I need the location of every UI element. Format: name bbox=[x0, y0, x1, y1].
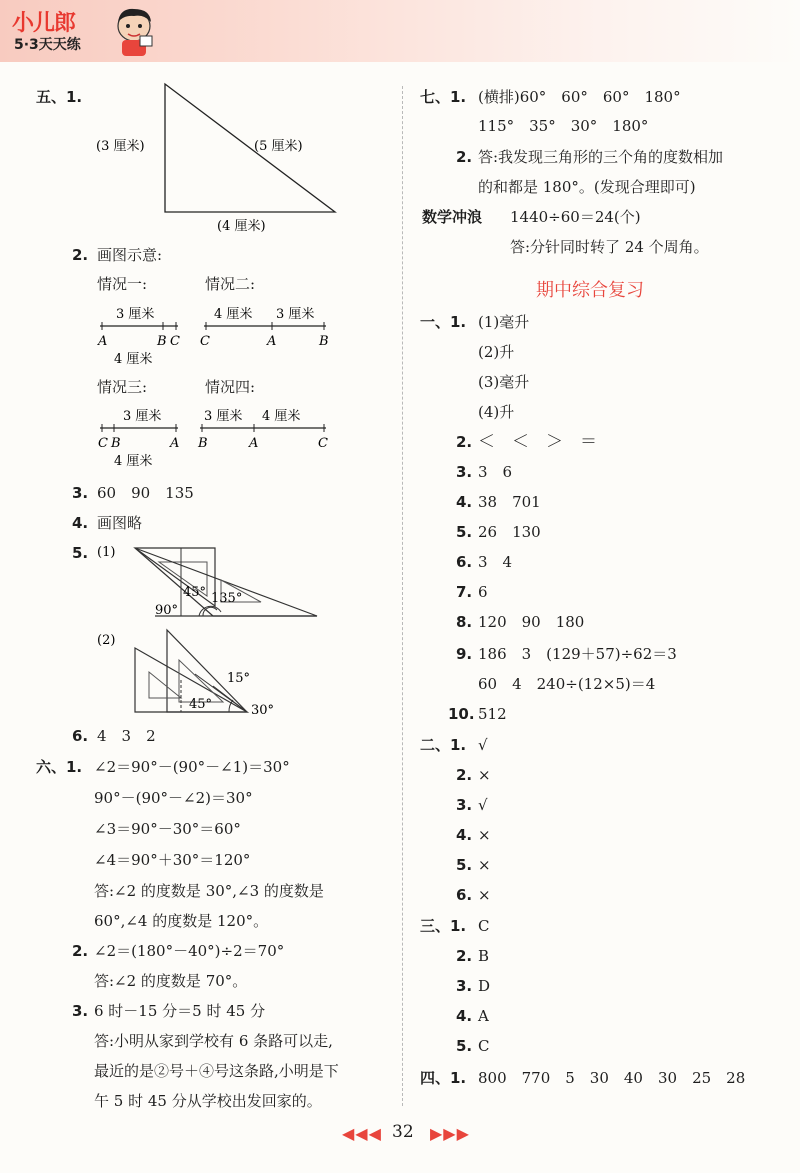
s1-1c: (3)毫升 bbox=[478, 373, 530, 391]
q6-3-line3: 最近的是②号＋④号这条路,小明是下 bbox=[94, 1062, 339, 1080]
s3-label: 三、1. bbox=[420, 917, 467, 935]
c4-B: B bbox=[198, 436, 208, 451]
s3-1-answer: C bbox=[478, 917, 490, 935]
surf-label: 数学冲浪 bbox=[422, 208, 483, 226]
logo-subtitle: 5·3天天练 bbox=[14, 37, 81, 53]
q6-3-line1: 6 时－15 分＝5 时 45 分 bbox=[94, 1002, 266, 1020]
set-square-figure-2 bbox=[95, 628, 315, 724]
q5-2-text: 画图示意: bbox=[97, 246, 163, 264]
q6-line6: 60°,∠4 的度数是 120°。 bbox=[94, 912, 269, 930]
q5-4-answer: 画图略 bbox=[97, 514, 143, 532]
s2-4-number: 4. bbox=[456, 826, 473, 844]
fig1-45: 45° bbox=[183, 585, 207, 600]
surf-line1: 1440÷60＝24(个) bbox=[510, 208, 641, 226]
tri-hyp-label: (5 厘米) bbox=[254, 139, 303, 154]
q6-2-line2: 答:∠2 的度数是 70°。 bbox=[94, 972, 248, 990]
case1-2-figure bbox=[90, 300, 350, 370]
fig2-45: 45° bbox=[189, 697, 213, 712]
s1-1b: (2)升 bbox=[478, 343, 515, 361]
s1-4-number: 4. bbox=[456, 493, 473, 511]
s1-3-answer: 3 6 bbox=[478, 463, 513, 481]
s2-1-answer: √ bbox=[478, 736, 488, 754]
fig2-30: 30° bbox=[251, 703, 275, 718]
fig1-label: (1) bbox=[97, 545, 116, 560]
s2-label: 二、1. bbox=[420, 736, 467, 754]
q7-2-line1: 答:我发现三角形的三个角的度数相加 bbox=[478, 148, 724, 166]
s3-5-number: 5. bbox=[456, 1037, 473, 1055]
q6-line5: 答:∠2 的度数是 30°,∠3 的度数是 bbox=[94, 882, 324, 900]
q7-line1: (横排)60° 60° 60° 180° bbox=[478, 88, 681, 106]
s2-2-number: 2. bbox=[456, 766, 473, 784]
c4-A: A bbox=[249, 436, 259, 451]
q6-3-line2: 答:小明从家到学校有 6 条路可以走, bbox=[94, 1032, 333, 1050]
c3-B: B bbox=[111, 436, 121, 451]
page-header bbox=[0, 0, 800, 62]
s4-label: 四、1. bbox=[420, 1069, 467, 1087]
s1-label: 一、1. bbox=[420, 313, 467, 331]
q7-label: 七、1. bbox=[420, 88, 467, 106]
s1-7-number: 7. bbox=[456, 583, 473, 601]
q6-line2: 90°－(90°－∠2)＝30° bbox=[94, 789, 253, 807]
c3-top: 3 厘米 bbox=[123, 409, 162, 424]
mascot-icon bbox=[110, 6, 158, 58]
s1-7-answer: 6 bbox=[478, 583, 488, 601]
q5-6-number: 6. bbox=[72, 727, 89, 745]
s1-4-answer: 38 701 bbox=[478, 493, 541, 511]
q5-3-number: 3. bbox=[72, 484, 89, 502]
q5-6-answer: 4 3 2 bbox=[97, 727, 156, 745]
case2-label: 情况二: bbox=[205, 275, 256, 293]
tri-bottom-label: (4 厘米) bbox=[217, 219, 266, 234]
fig2-15: 15° bbox=[227, 671, 251, 686]
s1-2-number: 2. bbox=[456, 433, 473, 451]
s2-5-number: 5. bbox=[456, 856, 473, 874]
s4-1-answer: 800 770 5 30 40 30 25 28 bbox=[478, 1069, 746, 1087]
s2-6-number: 6. bbox=[456, 886, 473, 904]
s1-10-answer: 512 bbox=[478, 705, 507, 723]
c2-top2: 3 厘米 bbox=[276, 307, 315, 322]
fig2-label: (2) bbox=[97, 633, 116, 648]
q5-2-number: 2. bbox=[72, 246, 89, 264]
surf-line2: 答:分针同时转了 24 个周角。 bbox=[510, 238, 709, 256]
s1-1a: (1)毫升 bbox=[478, 313, 530, 331]
c1-B: B bbox=[157, 334, 167, 349]
c4-top2: 4 厘米 bbox=[262, 409, 301, 424]
q6-2-number: 2. bbox=[72, 942, 89, 960]
case1-label: 情况一: bbox=[97, 275, 148, 293]
s3-5-answer: C bbox=[478, 1037, 490, 1055]
c2-top1: 4 厘米 bbox=[214, 307, 253, 322]
c3-bot: 4 厘米 bbox=[114, 454, 153, 469]
q7-2-number: 2. bbox=[456, 148, 473, 166]
q5-4-number: 4. bbox=[72, 514, 89, 532]
s1-5-number: 5. bbox=[456, 523, 473, 541]
s3-2-number: 2. bbox=[456, 947, 473, 965]
s2-5-answer: × bbox=[478, 856, 491, 874]
s2-2-answer: × bbox=[478, 766, 491, 784]
q6-line4: ∠4＝90°＋30°＝120° bbox=[94, 851, 251, 869]
s1-9-line1: 186 3 (129＋57)÷62＝3 bbox=[478, 645, 677, 663]
s1-1d: (4)升 bbox=[478, 403, 515, 421]
page-number: 32 bbox=[392, 1122, 414, 1142]
c1-A: A bbox=[98, 334, 108, 349]
s2-6-answer: × bbox=[478, 886, 491, 904]
s2-4-answer: × bbox=[478, 826, 491, 844]
c2-A: A bbox=[267, 334, 277, 349]
s3-4-number: 4. bbox=[456, 1007, 473, 1025]
q6-2-line1: ∠2＝(180°－40°)÷2＝70° bbox=[94, 942, 285, 960]
s1-3-number: 3. bbox=[456, 463, 473, 481]
s2-3-number: 3. bbox=[456, 796, 473, 814]
s1-9-number: 9. bbox=[456, 645, 473, 663]
s1-6-answer: 3 4 bbox=[478, 553, 513, 571]
s3-3-number: 3. bbox=[456, 977, 473, 995]
q6-label: 六、1. bbox=[36, 758, 83, 776]
triangle-figure bbox=[90, 82, 350, 234]
logo-title: 小儿郎 bbox=[12, 11, 76, 36]
c1-C: C bbox=[170, 334, 180, 349]
s1-6-number: 6. bbox=[456, 553, 473, 571]
c1-bot: 4 厘米 bbox=[114, 352, 153, 367]
fig1-90: 90° bbox=[155, 603, 179, 618]
q6-3-line4: 午 5 时 45 分从学校出发回家的。 bbox=[94, 1092, 322, 1110]
s1-9-line2: 60 4 240÷(12×5)＝4 bbox=[478, 675, 656, 693]
case3-label: 情况三: bbox=[97, 378, 148, 396]
c3-C: C bbox=[98, 436, 108, 451]
section-title: 期中综合复习 bbox=[536, 280, 644, 301]
c3-A: A bbox=[170, 436, 180, 451]
s1-10-number: 10. bbox=[448, 705, 475, 723]
fig1-135: 135° bbox=[211, 591, 243, 606]
c4-C: C bbox=[318, 436, 328, 451]
tri-left-label: (3 厘米) bbox=[96, 139, 145, 154]
s3-2-answer: B bbox=[478, 947, 490, 965]
q5-5-number: 5. bbox=[72, 544, 89, 562]
s1-8-answer: 120 90 180 bbox=[478, 613, 585, 631]
c2-C: C bbox=[200, 334, 210, 349]
s1-2-answer: ＜ ＜ ＞ ＝ bbox=[478, 432, 597, 452]
q6-line3: ∠3＝90°－30°＝60° bbox=[94, 820, 241, 838]
set-square-figure-1 bbox=[95, 540, 325, 630]
q7-2-line2: 的和都是 180°。(发现合理即可) bbox=[478, 178, 696, 196]
column-divider bbox=[402, 86, 403, 1106]
prev-arrows-icon: ◀◀◀ bbox=[342, 1124, 382, 1143]
q7-line2: 115° 35° 30° 180° bbox=[478, 117, 649, 135]
s1-8-number: 8. bbox=[456, 613, 473, 631]
q6-line1: ∠2＝90°－(90°－∠1)＝30° bbox=[94, 758, 290, 776]
s3-4-answer: A bbox=[478, 1007, 489, 1025]
case3-4-figure bbox=[90, 402, 350, 470]
q6-3-number: 3. bbox=[72, 1002, 89, 1020]
c4-top1: 3 厘米 bbox=[204, 409, 243, 424]
c1-top: 3 厘米 bbox=[116, 307, 155, 322]
c2-B: B bbox=[319, 334, 329, 349]
q5-3-answer: 60 90 135 bbox=[97, 484, 194, 502]
q5-label: 五、1. bbox=[36, 88, 83, 106]
next-arrows-icon: ▶▶▶ bbox=[430, 1124, 470, 1143]
s1-5-answer: 26 130 bbox=[478, 523, 541, 541]
s2-3-answer: √ bbox=[478, 796, 488, 814]
s3-3-answer: D bbox=[478, 977, 491, 995]
case4-label: 情况四: bbox=[205, 378, 256, 396]
